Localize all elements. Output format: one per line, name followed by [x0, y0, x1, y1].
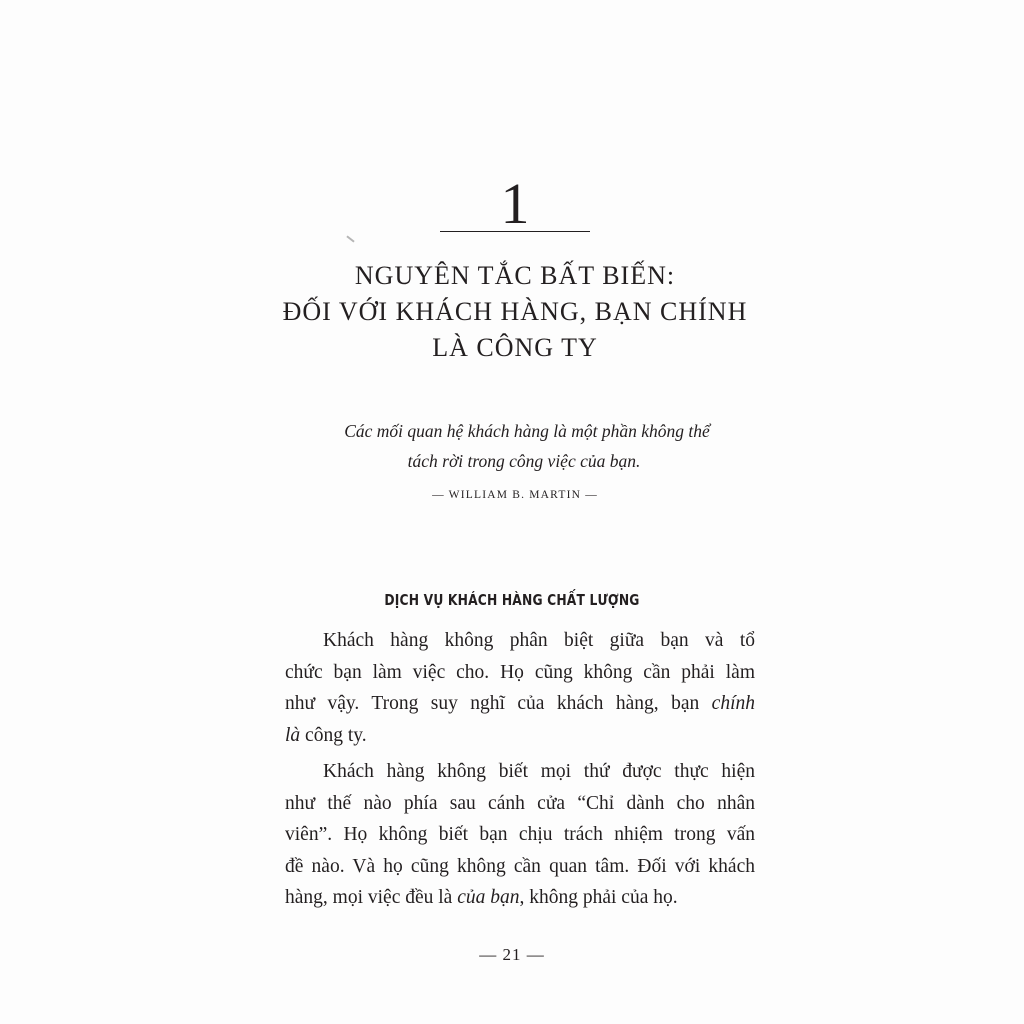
chapter-title-line: NGUYÊN TẮC BẤT BIẾN:	[354, 261, 676, 290]
chapter-number: 1	[500, 171, 530, 236]
paragraph-line: Khách hàng không biết mọi thứ được thực hiện	[323, 761, 755, 782]
emphasis-text: chính	[711, 693, 755, 714]
paragraph	[285, 756, 755, 914]
chapter-rule	[440, 231, 590, 232]
emphasis-text: của bạn	[457, 887, 520, 908]
paragraph-line: như thế nào phía sau cánh cửa “Chỉ dành cho nhân	[285, 792, 755, 814]
text-run: , không phải của họ.	[519, 887, 678, 908]
paragraph-line	[285, 720, 755, 752]
epigraph-line: tách rời trong công việc của bạn.	[407, 451, 641, 471]
chapter-title-line: ĐỐI VỚI KHÁCH HÀNG, BẠN CHÍNH	[282, 297, 748, 326]
page-number: — 21 —	[479, 945, 545, 964]
paragraph	[285, 625, 755, 751]
paragraph-line	[285, 882, 755, 914]
text-run: như vậy. Trong suy nghĩ của khách hàng, bạn	[285, 693, 700, 714]
paragraph-line: đề nào. Và họ cũng không cần quan tâm. Đối với khách	[285, 855, 755, 877]
chapter-title	[0, 258, 1024, 366]
text-run: công ty.	[305, 724, 367, 746]
chapter-title-line: LÀ CÔNG TY	[432, 333, 598, 362]
scan-speck	[346, 235, 354, 242]
epigraph-line: Các mối quan hệ khách hàng là một phần không thể	[344, 421, 710, 441]
emphasis-text: là	[285, 724, 301, 746]
paragraph-line: chức bạn làm việc cho. Họ cũng không cần phải làm	[285, 661, 755, 683]
paragraph-line: viên”. Họ không biết bạn chịu trách nhiệm trong vấn	[285, 824, 755, 845]
epigraph-attribution: — WILLIAM B. MARTIN —	[432, 489, 598, 501]
epigraph-quote	[0, 416, 1024, 476]
paragraph-line: Khách hàng không phân biệt giữa bạn và tổ	[323, 630, 755, 651]
text-run: hàng, mọi việc đều là	[285, 887, 453, 908]
paragraph-line	[285, 688, 755, 720]
section-heading: DỊCH VỤ KHÁCH HÀNG CHẤT LƯỢNG	[384, 591, 640, 609]
